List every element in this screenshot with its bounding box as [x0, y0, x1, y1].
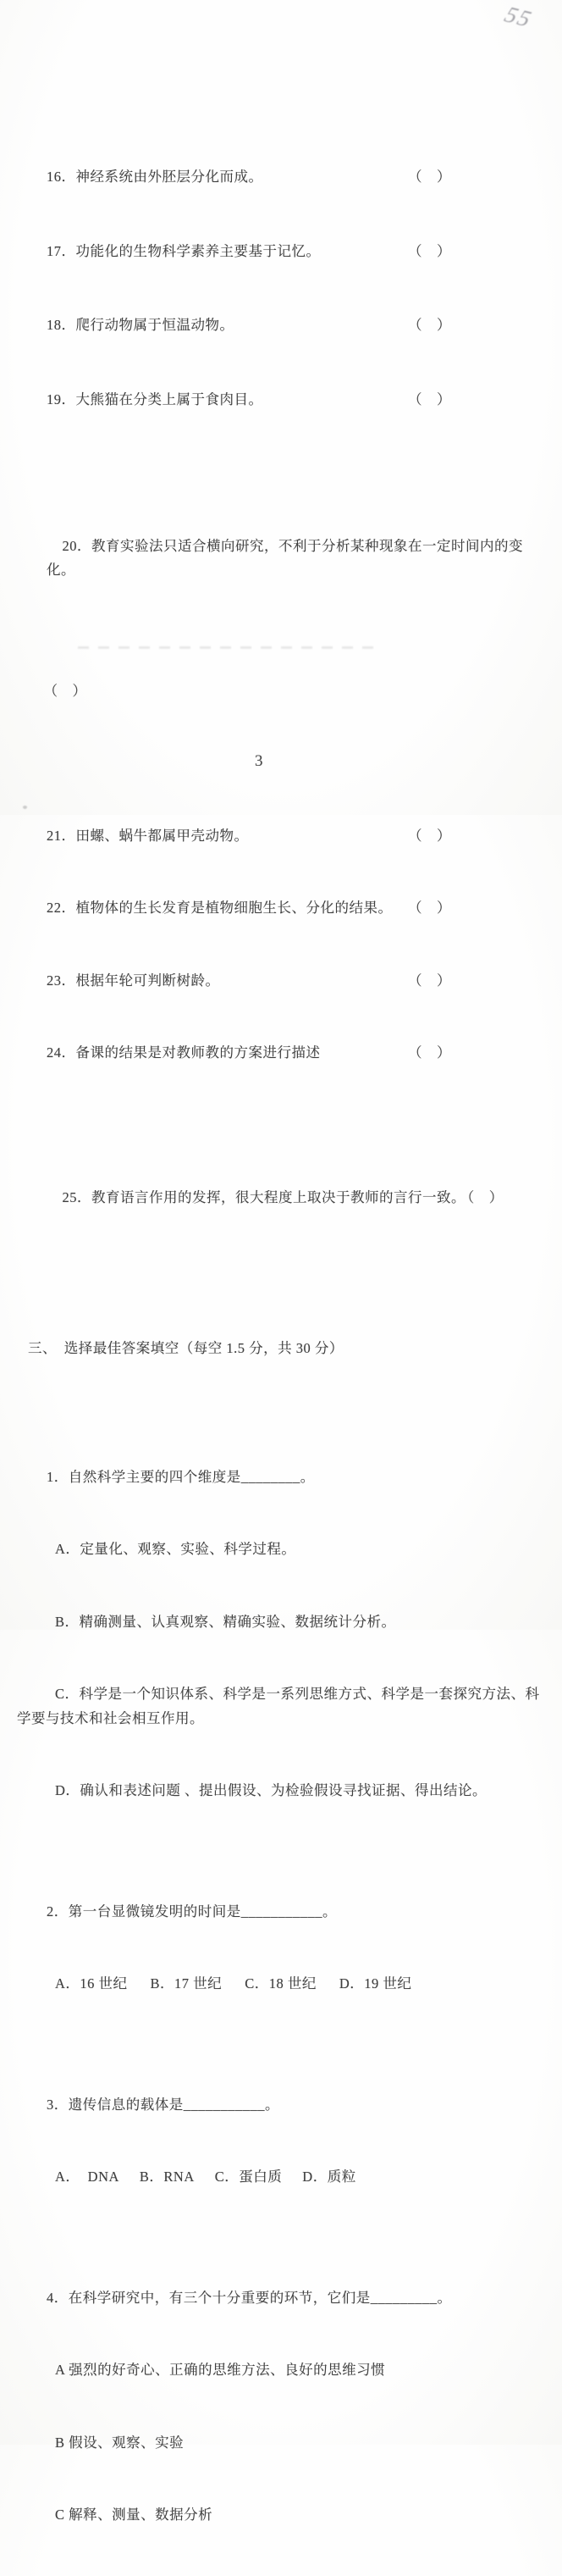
scan-bleedthrough-artifact	[78, 646, 376, 649]
tf-item-25	[47, 1162, 518, 1235]
tf-item-24	[47, 1041, 451, 1066]
question-3-option-c: C．蛋白质	[214, 2169, 283, 2185]
page-number: 3	[255, 752, 263, 770]
tf-item-19	[47, 388, 451, 413]
tf-item-23	[47, 969, 451, 994]
handwritten-score-annotation: 55	[500, 2, 537, 32]
answer-bracket: （ ）	[43, 682, 87, 699]
tf-item-text: 21．田螺、蜗牛都属甲壳动物。	[47, 827, 249, 844]
tf-item-16	[47, 165, 451, 190]
tf-item-17	[47, 240, 451, 264]
tf-item-text: 22．植物体的生长发育是植物细胞生长、分化的结果。	[47, 900, 393, 916]
question-2-option-b: B．17 世纪	[150, 1975, 223, 1992]
answer-bracket: （ ）	[408, 972, 451, 989]
answer-bracket: （ ）	[408, 1044, 451, 1061]
tf-item-text: 16．神经系统由外胚层分化而成。	[47, 169, 263, 185]
section-three-heading: 三、 选择最佳答案填空（每空 1.5 分，共 30 分）	[28, 1340, 344, 1356]
question-2-option-c: C．18 世纪	[245, 1975, 317, 1992]
tf-item-text: 25．教育语言作用的发挥，很大程度上取决于教师的言行一致。	[62, 1189, 466, 1205]
answer-bracket: （ ）	[467, 1189, 504, 1205]
question-2-option-d: D．19 世纪	[339, 1975, 412, 1992]
tf-item-18	[47, 313, 451, 338]
question-2-stem: 2．第一台显微镜发明的时间是___________。	[47, 1903, 337, 1920]
answer-bracket: （ ）	[408, 391, 451, 407]
question-3-option-d: D．质粒	[302, 2169, 356, 2185]
tf-item-22	[47, 896, 451, 921]
tf-item-20	[47, 510, 535, 607]
question-1-option-b: B．精确测量、认真观察、精确实验、数据统计分析。	[55, 1613, 396, 1630]
tf-item-text: 20．教育实验法只适合横向研究，不利于分析某种现象在一定时间内的变化。	[47, 537, 523, 578]
scan-speck	[23, 806, 27, 809]
question-4-stem: 4．在科学研究中，有三个十分重要的环节，它们是_________。	[47, 2289, 452, 2306]
question-1-option-c: C．科学是一个知识体系、科学是一系列思维方式、科学是一套探究方法、科学要与技术和社会相互作用。	[17, 1686, 540, 1726]
question-2-option-a: A．16 世纪	[55, 1975, 128, 1992]
question-1-stem: 1．自然科学主要的四个维度是________。	[47, 1468, 315, 1485]
question-3-option-b: B．RNA	[139, 2169, 195, 2185]
question-3-stem: 3．遗传信息的载体是___________。	[47, 2096, 279, 2113]
tf-item-text: 18．爬行动物属于恒温动物。	[47, 317, 234, 333]
question-1-option-d: D．确认和表述问题 、提出假设、为检验假设寻找证据、得出结论。	[55, 1782, 488, 1798]
question-4-option-a: A 强烈的好奇心、正确的思维方法、良好的思维习惯	[55, 2362, 386, 2378]
answer-bracket: （ ）	[408, 169, 451, 185]
question-3-options	[55, 2165, 518, 2190]
exam-page-body	[17, 69, 540, 2576]
answer-bracket: （ ）	[408, 317, 451, 333]
question-4-option-c: C 解释、测量、数据分析	[55, 2507, 213, 2523]
question-4-option-b: B 假设、观察、实验	[55, 2434, 185, 2451]
answer-bracket: （ ）	[408, 242, 451, 259]
answer-bracket: （ ）	[408, 900, 451, 916]
tf-item-20-bracket-line	[28, 655, 518, 728]
tf-item-text: 24．备课的结果是对教师教的方案进行描述	[47, 1044, 321, 1061]
tf-item-text: 19．大熊猫在分类上属于食肉目。	[47, 391, 263, 407]
tf-item-text: 23．根据年轮可判断树龄。	[47, 972, 220, 989]
question-3-option-a: A． DNA	[55, 2169, 119, 2185]
tf-item-21	[47, 824, 451, 849]
question-1-option-a: A．定量化、观察、实验、科学过程。	[55, 1541, 296, 1557]
tf-item-text: 17．功能化的生物科学素养主要基于记忆。	[47, 242, 321, 259]
answer-bracket: （ ）	[408, 827, 451, 844]
question-2-options	[55, 1972, 518, 1997]
